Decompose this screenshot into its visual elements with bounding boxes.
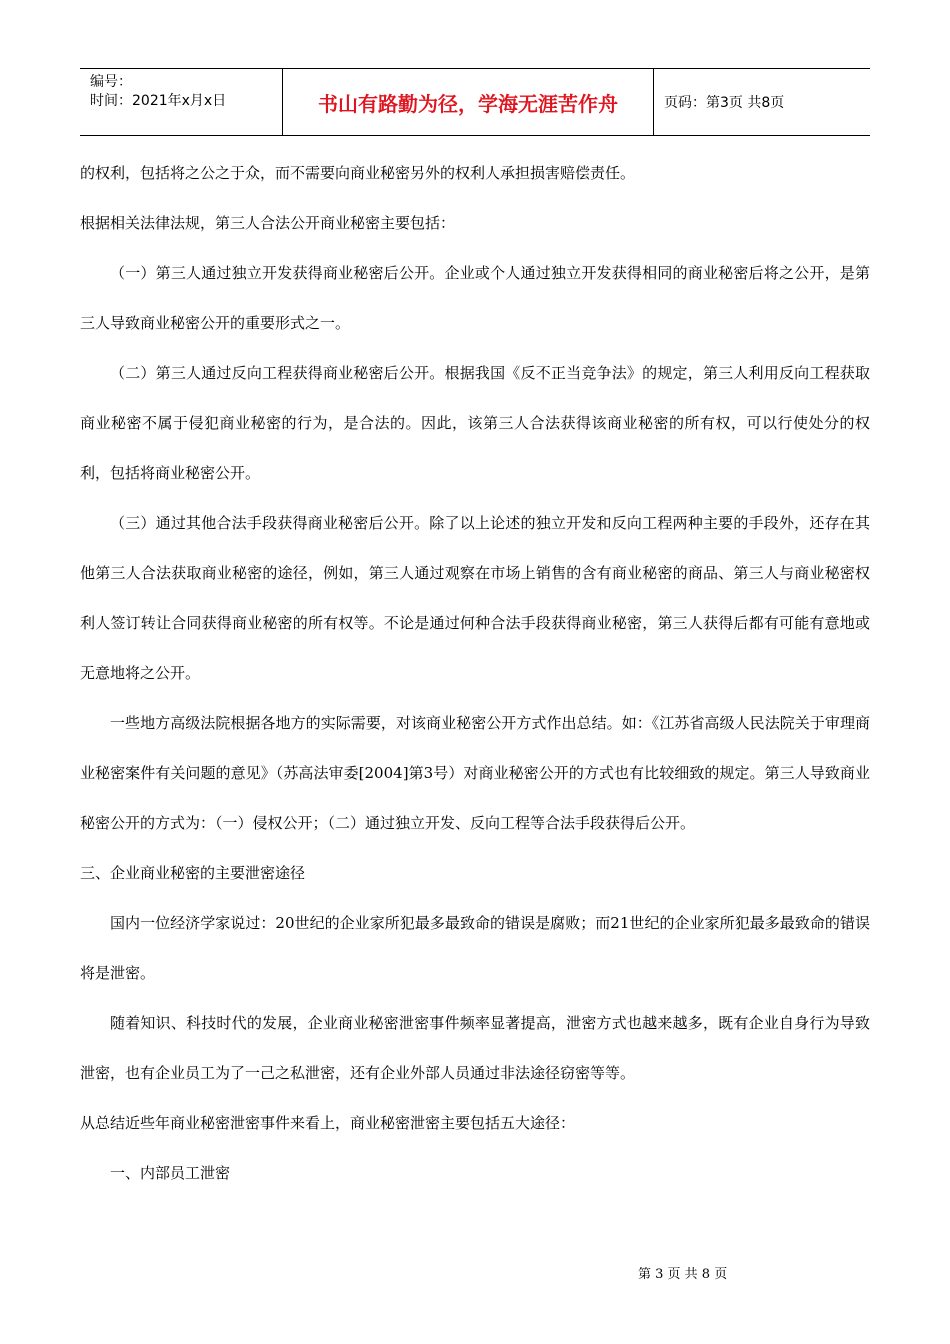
paragraph-10: 从总结近些年商业秘密泄密事件来看上，商业秘密泄密主要包括五大途径： [80, 1114, 576, 1132]
paragraph-4: （二）第三人通过反向工程获得商业秘密后公开。根据我国《反不正当竞争法》的规定，第三人利用反向工程获取商业秘密不属于侵犯商业秘密的行为，是合法的。因此，该第三人合法获得该商业秘密的所有权，可以行使处分的权利，包括将商业秘密公开。 [80, 364, 870, 482]
header-meta [80, 69, 282, 135]
document-body [80, 148, 870, 1198]
paragraph-6: 一些地方高级法院根据各地方的实际需要，对该商业秘密公开方式作出总结。如：《江苏省高级人民法院关于审理商业秘密案件有关问题的意见》（苏高法审委[2004]第3号）对商业秘密公开的方式也有比较细致的规定。第三人导致商业秘密公开的方式为：（一）侵权公开；（二）通过独立开发、反向工程等合法手段获得后公开。 [80, 714, 870, 832]
doc-number-label: 编号： [90, 74, 132, 90]
paragraph-8: 国内一位经济学家说过：20世纪的企业家所犯最多最致命的错误是腐败；而21世纪的企业家所犯最多最致命的错误将是泄密。 [80, 914, 870, 982]
page-footer: 第 3 页 共 8 页 [638, 1267, 728, 1282]
paragraph-9: 随着知识、科技时代的发展，企业商业秘密泄密事件频率显著提高，泄密方式也越来越多，既有企业自身行为导致泄密，也有企业员工为了一己之私泄密，还有企业外部人员通过非法途径窃密等等。 [80, 1014, 870, 1082]
section-heading: 三、企业商业秘密的主要泄密途径 [80, 864, 306, 882]
paragraph-2: 根据相关法律法规，第三人合法公开商业秘密主要包括： [80, 214, 456, 232]
paragraph-3: （一）第三人通过独立开发获得商业秘密后公开。企业或个人通过独立开发获得相同的商业秘密后将之公开，是第三人导致商业秘密公开的重要形式之一。 [80, 264, 870, 332]
paragraph-5: （三）通过其他合法手段获得商业秘密后公开。除了以上论述的独立开发和反向工程两种主要的手段外，还存在其他第三人合法获取商业秘密的途径，例如，第三人通过观察在市场上销售的含有商业秘密的商品、第三人与商业秘密权利人签订转让合同获得商业秘密的所有权等。不论是通过何种合法手段获得商业秘密，第三人获得后都有可能有意地或无意地将之公开。 [80, 514, 870, 682]
paragraph-1: 的权利，包括将之公之于众，而不需要向商业秘密另外的权利人承担损害赔偿责任。 [80, 164, 636, 182]
header-page-info: 页码：第3页 共8页 [664, 95, 785, 111]
subsection-heading: 一、内部员工泄密 [110, 1164, 231, 1182]
doc-date-label: 时间：2021年x月x日 [90, 93, 227, 109]
header-motto: 书山有路勤为径，学海无涯苦作舟 [282, 69, 654, 135]
page-header [80, 68, 870, 136]
